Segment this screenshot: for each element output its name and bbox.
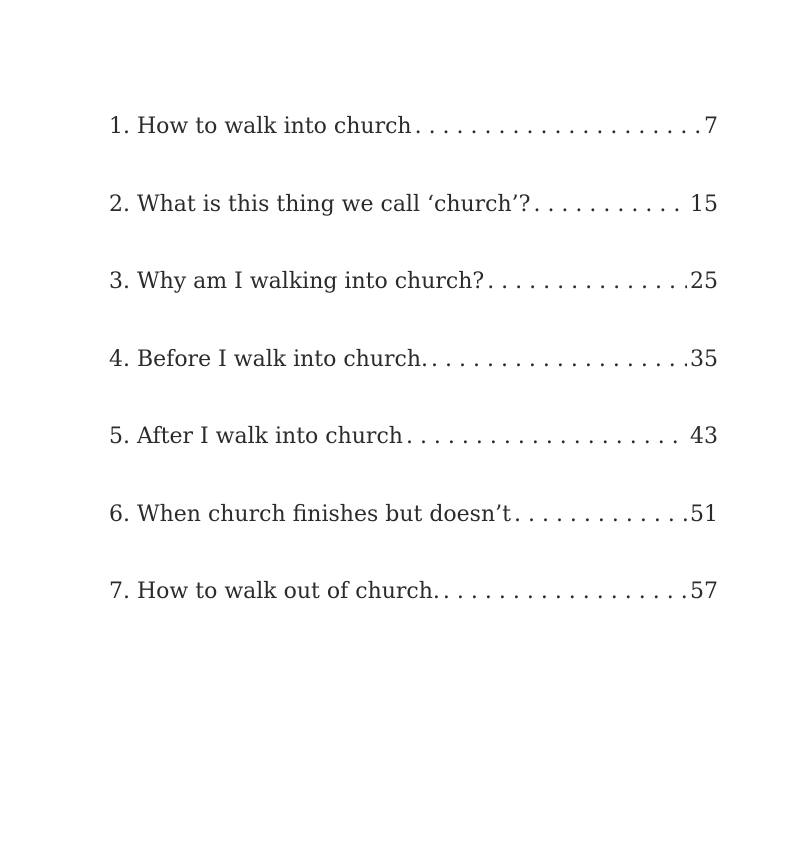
table-of-contents: [109, 114, 718, 657]
dot-leader: [431, 347, 687, 372]
toc-entry-page-number: 25: [690, 269, 718, 294]
toc-entry-1[interactable]: [109, 114, 718, 192]
dot-leader: [415, 114, 701, 139]
toc-entry-page-number: 7: [704, 114, 718, 139]
toc-entry-2[interactable]: [109, 192, 718, 270]
toc-entry-page-number: 57: [690, 579, 718, 604]
toc-entry-title: 5. After I walk into church: [109, 424, 403, 449]
dot-leader: [406, 424, 687, 449]
toc-entry-title: 1. How to walk into church: [109, 114, 412, 139]
toc-entry-page-number: 35: [690, 346, 718, 372]
toc-entry-page-number: 51: [690, 501, 718, 527]
toc-entry-title: 4. Before I walk into church.: [109, 346, 429, 372]
toc-entry-page-number: 15: [690, 191, 718, 217]
toc-entry-4[interactable]: [109, 347, 718, 425]
toc-entry-page-number: 43: [690, 424, 718, 449]
toc-entry-title: 3. Why am I walking into church?: [109, 269, 485, 294]
toc-entry-7[interactable]: [109, 579, 718, 657]
dot-leader: [533, 192, 687, 217]
toc-entry-3[interactable]: [109, 269, 718, 347]
dot-leader: [514, 502, 687, 527]
toc-entry-5[interactable]: [109, 424, 718, 502]
toc-entry-title: 2. What is this thing we call ‘church’?: [109, 191, 531, 217]
toc-entry-6[interactable]: [109, 502, 718, 580]
toc-entry-title: 6. When church finishes but doesn’t: [109, 501, 511, 527]
dot-leader: [443, 579, 687, 604]
toc-entry-title: 7. How to walk out of church.: [109, 579, 440, 604]
dot-leader: [487, 269, 687, 294]
